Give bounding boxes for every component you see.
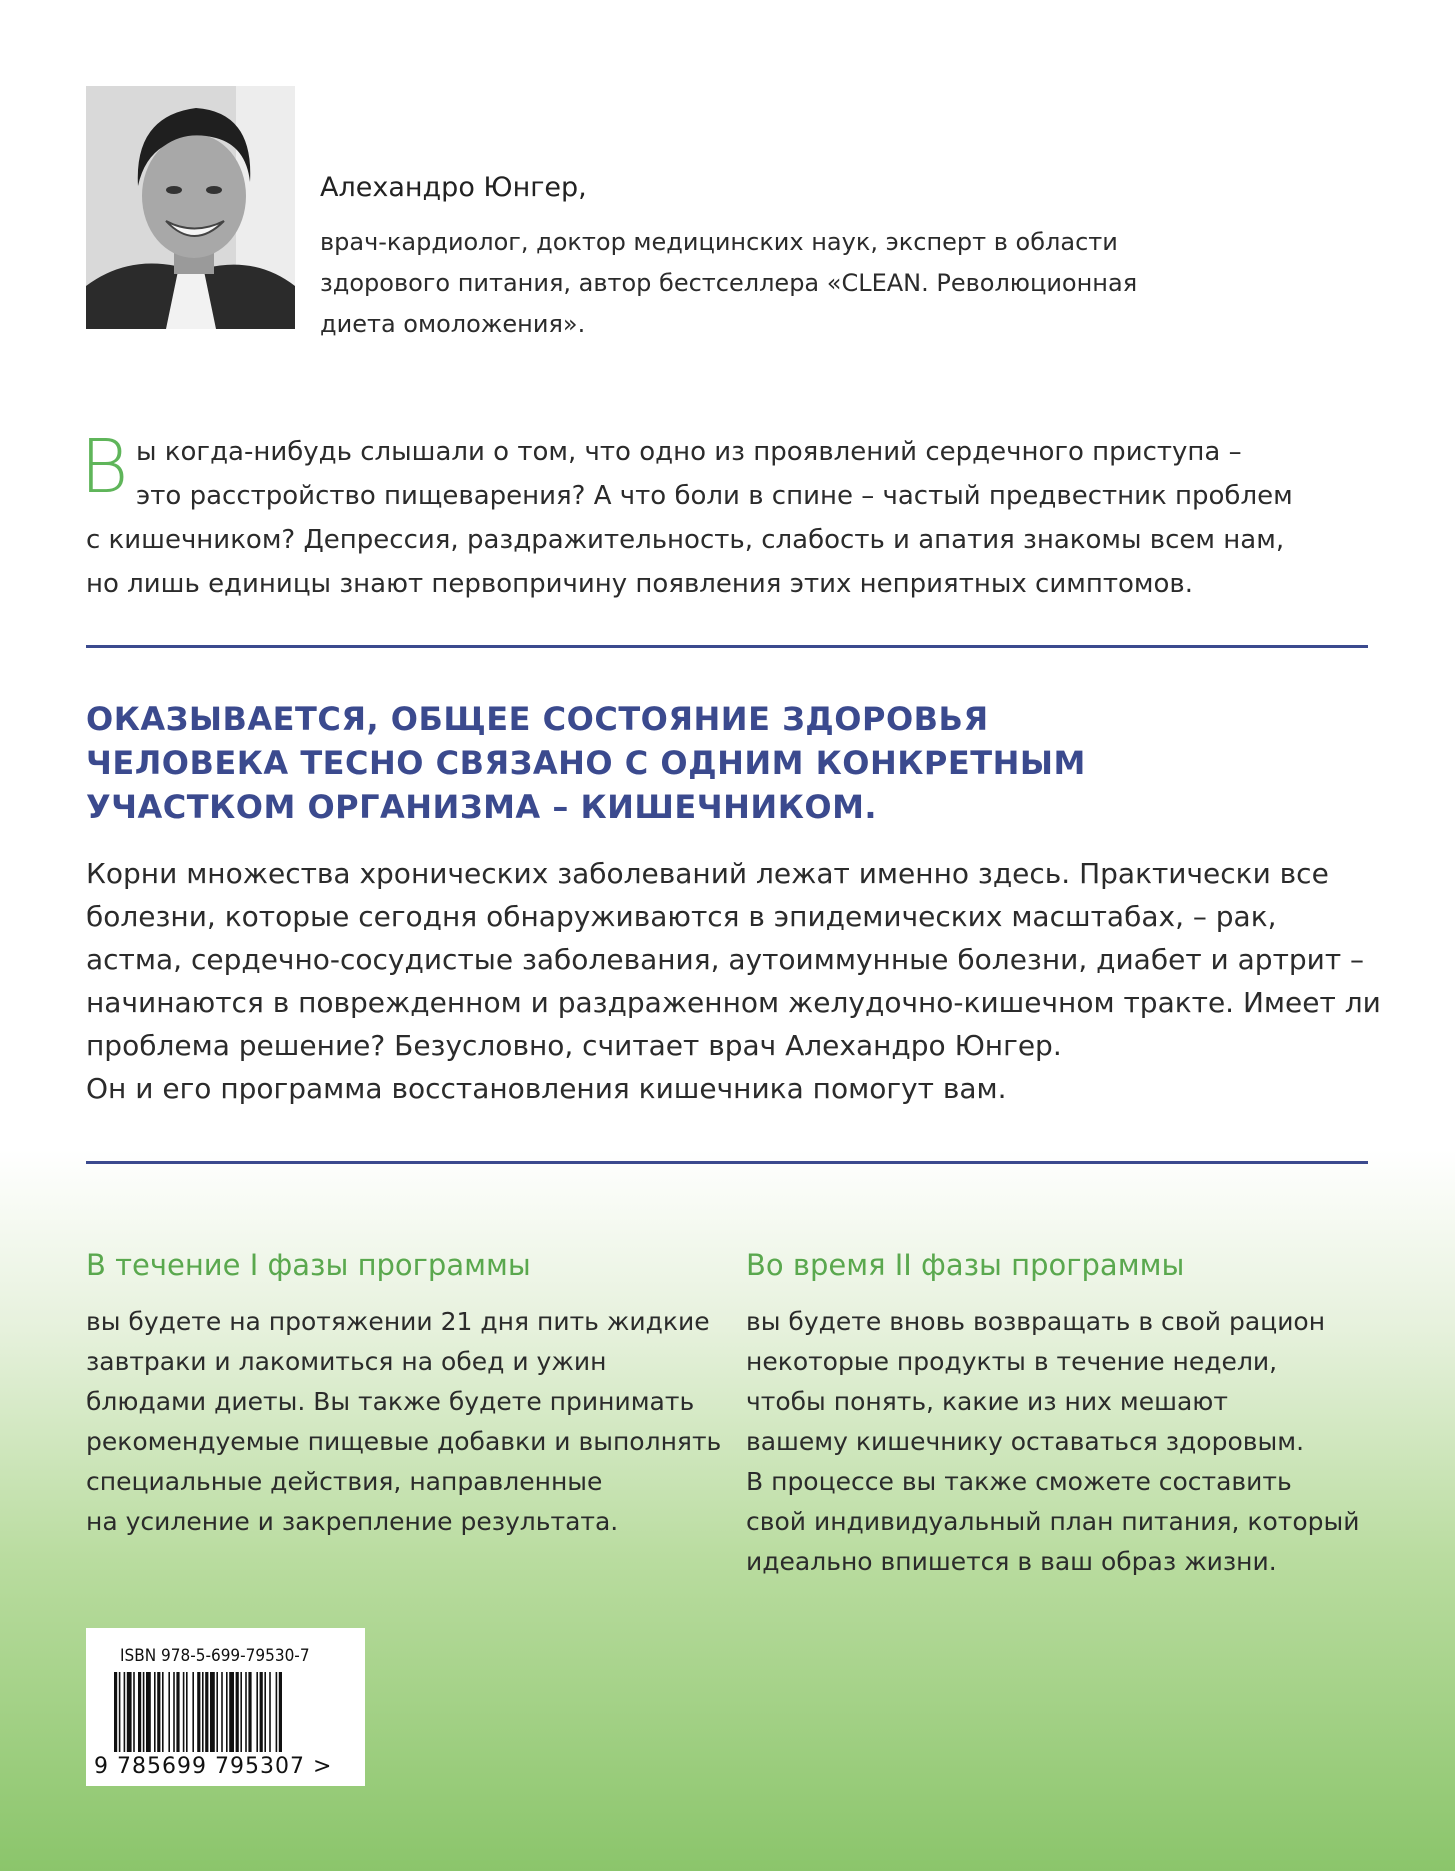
barcode-bar	[183, 1672, 185, 1752]
intro-dropcap: В	[80, 424, 129, 510]
barcode-bar	[245, 1672, 247, 1752]
author-name: Алехандро Юнгер,	[320, 172, 587, 203]
barcode-bar	[119, 1672, 121, 1752]
barcode-bar	[221, 1672, 223, 1752]
headline	[86, 697, 1386, 829]
barcode-bar	[124, 1672, 126, 1752]
barcode-bar	[210, 1672, 215, 1752]
phase-1-title: В течение I фазы программы	[86, 1248, 531, 1282]
barcode-bar	[205, 1672, 208, 1752]
phase-1-line: рекомендуемые пищевые добавки и выполнять	[86, 1427, 722, 1456]
barcode-bar	[186, 1672, 188, 1752]
barcode-bar	[133, 1672, 135, 1752]
phase-1-text	[86, 1302, 721, 1542]
phase-2-line: вы будете вновь возвращать в свой рацион	[746, 1307, 1326, 1336]
body-paragraph	[86, 852, 1386, 1110]
phase-1-line: специальные действия, направленные	[86, 1467, 603, 1496]
headline-line: ОКАЗЫВАЕТСЯ, ОБЩЕЕ СОСТОЯНИЕ ЗДОРОВЬЯ	[86, 700, 989, 738]
body-line: болезни, которые сегодня обнаруживаются в эпидемических масштабах, – рак,	[86, 900, 1277, 933]
barcode-bar	[202, 1672, 204, 1752]
barcode-bar	[146, 1672, 151, 1752]
divider-top	[86, 645, 1368, 648]
phase-1-line: на усиление и закрепление результата.	[86, 1507, 619, 1536]
phase-2-text	[746, 1302, 1360, 1582]
author-description-line: диета омоложения».	[320, 310, 586, 338]
barcode-bar	[264, 1672, 266, 1752]
barcode-bar	[176, 1672, 179, 1752]
barcode-icon	[114, 1672, 346, 1752]
phase-2-line: идеально впишется в ваш образ жизни.	[746, 1547, 1277, 1576]
author-description-line: врач-кардиолог, доктор медицинских наук, эксперт в области	[320, 228, 1118, 256]
barcode-bar	[157, 1672, 160, 1752]
body-line: начинаются в поврежденном и раздраженном желудочно-кишечном тракте. Имеет ли	[86, 986, 1381, 1019]
phase-2-line: свой индивидуальный план питания, который	[746, 1507, 1360, 1536]
barcode-bar	[162, 1672, 164, 1752]
barcode-bar	[240, 1672, 242, 1752]
phase-1-line: завтраки и лакомиться на обед и ужин	[86, 1347, 607, 1376]
author-description-line: здорового питания, автор бестселлера «CLEAN. Революционная	[320, 269, 1138, 297]
barcode-bar	[260, 1672, 263, 1752]
barcode-bar	[229, 1672, 234, 1752]
barcode-bar	[143, 1672, 145, 1752]
isbn-barcode-box	[86, 1628, 365, 1786]
phase-2-line: вашему кишечнику оставаться здоровым.	[746, 1427, 1305, 1456]
phase-2-line: чтобы понять, какие из них мешают	[746, 1387, 1228, 1416]
intro-paragraph	[86, 430, 1386, 606]
body-line: астма, сердечно-сосудистые заболевания, аутоиммунные болезни, диабет и артрит –	[86, 943, 1365, 976]
isbn-label: ISBN 978-5-699-79530-7	[120, 1646, 310, 1666]
barcode-bar	[279, 1672, 282, 1752]
barcode-bar	[236, 1672, 239, 1752]
barcode-bar	[269, 1672, 271, 1752]
barcode-bar	[192, 1672, 194, 1752]
author-description	[320, 222, 1180, 345]
intro-line: с кишечником? Депрессия, раздражительность, слабость и апатия знакомы всем нам,	[86, 525, 1285, 555]
barcode-bar	[138, 1672, 141, 1752]
headline-line: УЧАСТКОМ ОРГАНИЗМА – КИШЕЧНИКОМ.	[86, 788, 878, 826]
barcode-bar	[276, 1672, 278, 1752]
barcode-bar	[154, 1672, 156, 1752]
barcode-bar	[168, 1672, 170, 1752]
phase-2-title: Во время II фазы программы	[746, 1248, 1185, 1282]
barcode-bar	[173, 1672, 175, 1752]
intro-line: ы когда-нибудь слышали о том, что одно из проявлений сердечного приступа –	[136, 437, 1242, 467]
body-line: Корни множества хронических заболеваний лежат именно здесь. Практически все	[86, 857, 1329, 890]
barcode-bar	[127, 1672, 132, 1752]
phase-2-line: В процессе вы также сможете составить	[746, 1467, 1292, 1496]
barcode-bar	[256, 1672, 258, 1752]
barcode-bar	[114, 1672, 117, 1752]
body-line: Он и его программа восстановления кишечника помогут вам.	[86, 1072, 1007, 1105]
barcode-bar	[216, 1672, 218, 1752]
barcode-bar	[248, 1672, 251, 1752]
headline-line: ЧЕЛОВЕКА ТЕСНО СВЯЗАНО С ОДНИМ КОНКРЕТНЫМ	[86, 744, 1086, 782]
intro-line: но лишь единицы знают первопричину появления этих неприятных симптомов.	[86, 569, 1193, 599]
phase-1-line: вы будете на протяжении 21 дня пить жидкие	[86, 1307, 710, 1336]
body-line: проблема решение? Безусловно, считает врач Алехандро Юнгер.	[86, 1029, 1062, 1062]
intro-line: это расстройство пищеварения? А что боли в спине – частый предвестник проблем	[136, 481, 1293, 511]
barcode-bar	[197, 1672, 200, 1752]
author-photo	[86, 86, 295, 329]
phase-2-line: некоторые продукты в течение недели,	[746, 1347, 1278, 1376]
author-portrait-icon	[86, 86, 295, 329]
isbn-digits: 9 785699 795307 >	[94, 1754, 333, 1779]
divider-bottom	[86, 1161, 1368, 1164]
barcode-bar	[226, 1672, 228, 1752]
phase-1-line: блюдами диеты. Вы также будете принимать	[86, 1387, 695, 1416]
